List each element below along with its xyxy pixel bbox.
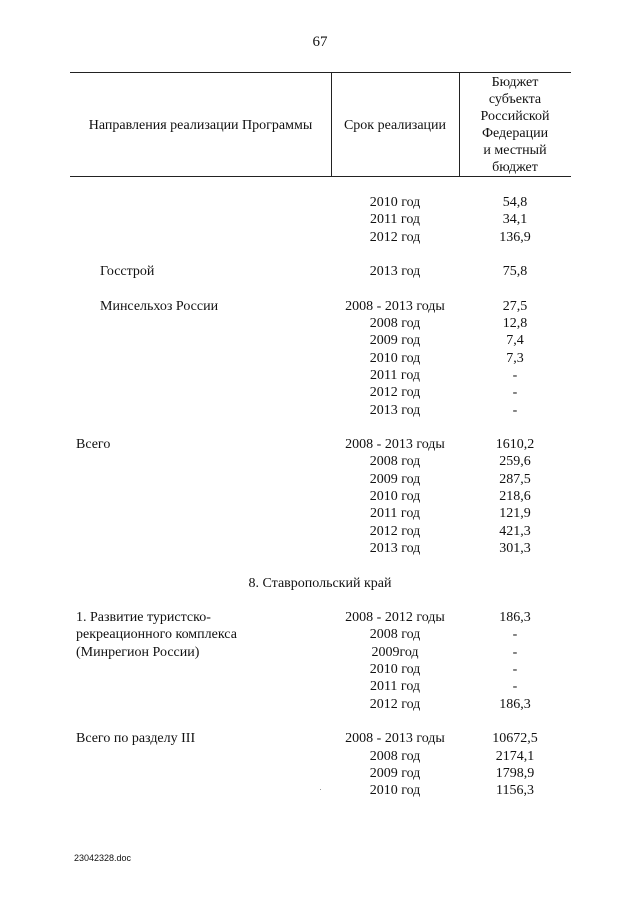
- table-row: [0, 194, 640, 211]
- row-period: 2010 год: [369, 662, 421, 678]
- row-period: 2012 год: [369, 523, 421, 539]
- row-period: 2010 год: [369, 489, 421, 505]
- table-row: [0, 315, 640, 332]
- row-value: -: [512, 402, 518, 418]
- table-row: [0, 609, 640, 626]
- row-period: 2012 год: [369, 385, 421, 401]
- column-header-budget: [459, 74, 571, 176]
- table-row: [0, 730, 640, 747]
- table-row: [0, 453, 640, 470]
- table-row: [0, 678, 640, 695]
- table-body: [0, 194, 640, 799]
- row-value: -: [512, 644, 518, 660]
- row-value: 121,9: [499, 506, 531, 522]
- row-period: 2012 год: [369, 229, 421, 245]
- section-heading-row: [0, 575, 640, 592]
- table-row: [0, 661, 640, 678]
- table-row: [0, 540, 640, 557]
- row-value: -: [512, 385, 518, 401]
- row-period: 2011 год: [369, 506, 421, 522]
- table-row: [0, 298, 640, 315]
- row-value: 75,8: [502, 264, 528, 280]
- row-value: 12,8: [502, 316, 528, 332]
- column-header-budget-line: бюджет: [492, 160, 538, 175]
- row-label: Минсельхоз России: [100, 298, 219, 314]
- row-period: 2011 год: [369, 679, 421, 695]
- row-period: 2008 год: [369, 316, 421, 332]
- table-top-rule: [70, 72, 571, 73]
- row-period: 2008 - 2012 годы: [345, 610, 445, 626]
- row-value: 287,5: [499, 471, 531, 487]
- page-number: 67: [312, 34, 328, 50]
- table-row: [0, 488, 640, 505]
- column-header-budget-line: Российской: [480, 109, 550, 124]
- row-period: 2010 год: [369, 350, 421, 366]
- row-period: 2009 год: [369, 471, 421, 487]
- table-row: [0, 782, 640, 799]
- row-period: 2008 год: [369, 627, 421, 643]
- table-row: [0, 263, 640, 280]
- row-period: 2008 год: [369, 454, 421, 470]
- row-value: -: [512, 679, 518, 695]
- row-value: 186,3: [499, 696, 531, 712]
- footer-filename: 23042328.doc: [74, 853, 132, 863]
- table-row: [0, 748, 640, 765]
- table-row: [0, 211, 640, 228]
- row-period: 2009 год: [369, 333, 421, 349]
- scan-speck: [320, 789, 321, 790]
- table-row: [0, 626, 640, 643]
- row-value: 136,9: [499, 229, 531, 245]
- column-header-period: Срок реализации: [343, 118, 447, 133]
- row-period: 2008 - 2013 годы: [345, 298, 445, 314]
- row-value: 301,3: [499, 540, 531, 556]
- row-period: 2011 год: [369, 367, 421, 383]
- table-row: [0, 505, 640, 522]
- row-value: 421,3: [499, 523, 531, 539]
- row-label: Всего по разделу III: [76, 731, 196, 747]
- row-spacer: [0, 592, 640, 609]
- table-row: [0, 765, 640, 782]
- row-spacer: [0, 557, 640, 574]
- table-row: [0, 384, 640, 401]
- row-value: 1610,2: [495, 437, 535, 453]
- row-value: 2174,1: [495, 748, 535, 764]
- row-value: -: [512, 662, 518, 678]
- row-period: 2009 год: [369, 765, 421, 781]
- table-row: [0, 696, 640, 713]
- table-row: [0, 436, 640, 453]
- row-value: 218,6: [499, 489, 531, 505]
- row-value: -: [512, 627, 518, 643]
- table-row: [0, 332, 640, 349]
- row-label: (Минрегион России): [76, 644, 200, 660]
- row-label: рекреационного комплекса: [76, 627, 237, 643]
- column-header-budget-line: Бюджет: [491, 75, 539, 90]
- section-heading: 8. Ставропольский край: [248, 575, 392, 591]
- row-label: Госстрой: [100, 264, 155, 280]
- row-spacer: [0, 419, 640, 436]
- row-period: 2011 год: [369, 212, 421, 228]
- row-spacer: [0, 280, 640, 297]
- row-value: 7,4: [506, 333, 524, 349]
- row-period: 2008 год: [369, 748, 421, 764]
- table-row: [0, 471, 640, 488]
- row-label: 1. Развитие туристско-: [76, 610, 211, 626]
- row-label: Всего: [76, 437, 111, 453]
- row-value: 1798,9: [495, 765, 535, 781]
- column-header-direction: Направления реализации Программы: [88, 118, 313, 133]
- table-row: [0, 367, 640, 384]
- row-period: 2012 год: [369, 696, 421, 712]
- row-value: 7,3: [506, 350, 524, 366]
- row-value: -: [512, 367, 518, 383]
- row-value: 10672,5: [492, 731, 538, 747]
- row-spacer: [0, 713, 640, 730]
- row-period: 2010 год: [369, 195, 421, 210]
- row-period: 2008 - 2013 годы: [345, 437, 445, 453]
- row-period: 2013 год: [369, 402, 421, 418]
- column-header-budget-line: и местный: [483, 143, 547, 158]
- row-spacer: [0, 246, 640, 263]
- row-value: 27,5: [502, 298, 528, 314]
- row-period: 2013 год: [369, 540, 421, 556]
- table-row: [0, 402, 640, 419]
- column-header-budget-line: субъекта: [488, 92, 542, 107]
- table-row: [0, 350, 640, 367]
- row-value: 259,6: [499, 454, 531, 470]
- row-value: 1156,3: [496, 783, 534, 799]
- table-row: [0, 229, 640, 246]
- table-row: [0, 523, 640, 540]
- row-period: 2008 - 2013 годы: [345, 731, 445, 747]
- table-header-bottom-rule: [70, 176, 571, 177]
- row-value: 54,8: [502, 195, 528, 210]
- row-period: 2010 год: [369, 783, 421, 799]
- column-header-budget-line: Федерации: [481, 126, 549, 141]
- row-period: 2009год: [371, 644, 419, 660]
- row-value: 186,3: [499, 610, 531, 626]
- table-row: [0, 644, 640, 661]
- row-period: 2013 год: [369, 264, 421, 280]
- row-value: 34,1: [502, 212, 528, 228]
